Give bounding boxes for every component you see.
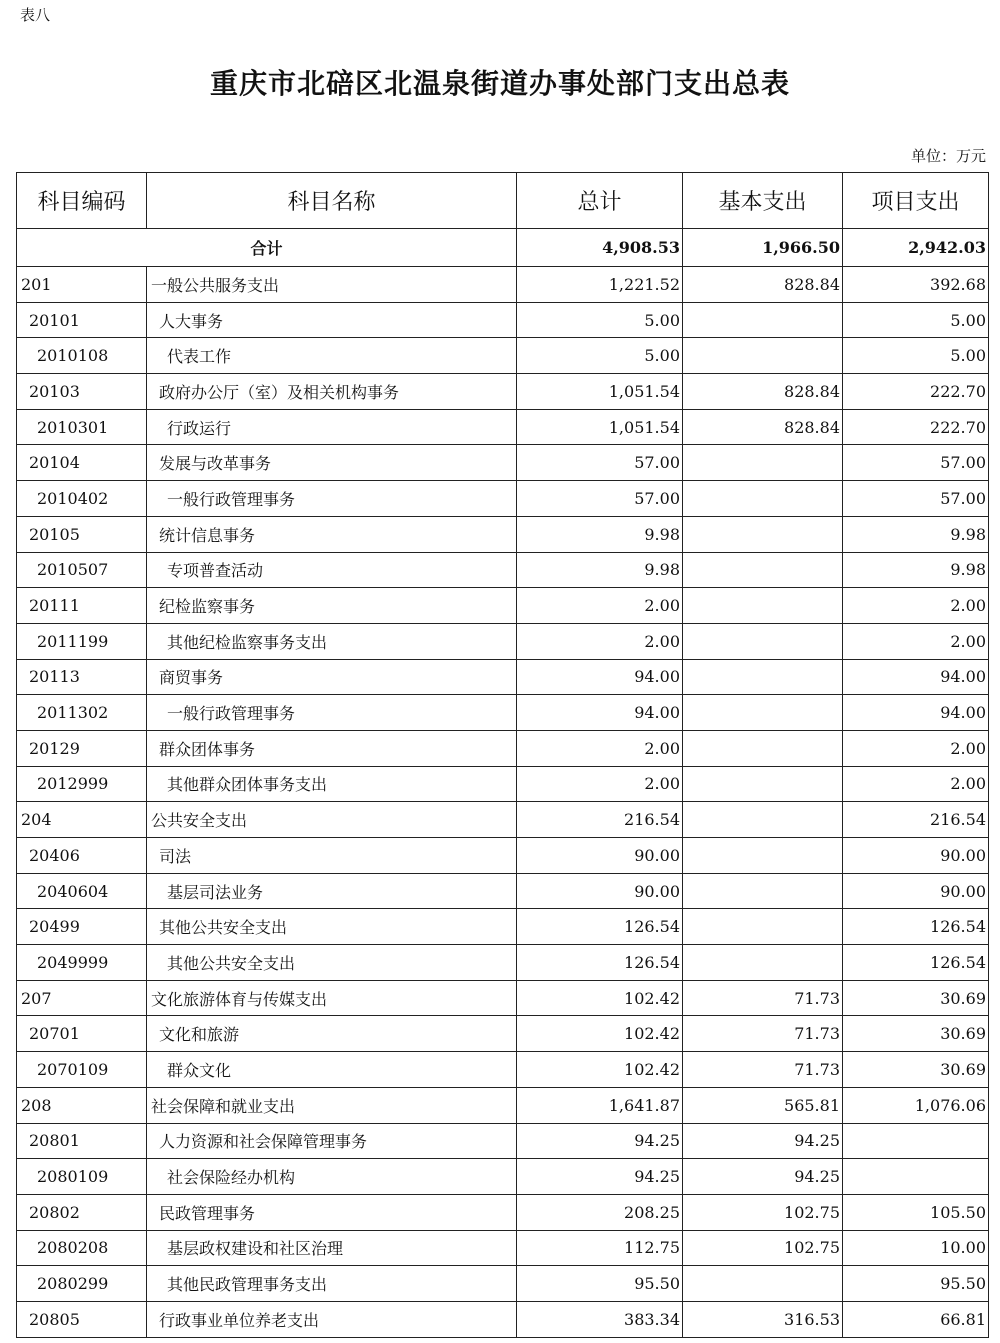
row-name: 民政管理事务 [147, 1194, 517, 1230]
table-row [17, 1087, 989, 1123]
row-project: 216.54 [843, 802, 989, 838]
row-basic [683, 766, 843, 802]
row-project: 222.70 [843, 409, 989, 445]
row-name: 基层政权建设和社区治理 [147, 1230, 517, 1266]
table-row [17, 1301, 989, 1337]
table-row [17, 1230, 989, 1266]
row-total: 1,221.52 [517, 267, 683, 303]
row-code: 204 [17, 802, 147, 838]
row-project: 9.98 [843, 552, 989, 588]
table-row [17, 1159, 989, 1195]
row-basic [683, 338, 843, 374]
header-row [17, 173, 989, 229]
row-code: 2070109 [17, 1052, 147, 1088]
row-total: 112.75 [517, 1230, 683, 1266]
row-project: 2.00 [843, 766, 989, 802]
row-name: 群众文化 [147, 1052, 517, 1088]
row-project: 30.69 [843, 1052, 989, 1088]
row-name: 司法 [147, 838, 517, 874]
row-code: 2011199 [17, 623, 147, 659]
header-total: 总计 [517, 173, 683, 229]
row-code: 2010402 [17, 481, 147, 517]
row-total: 126.54 [517, 945, 683, 981]
row-basic: 71.73 [683, 1052, 843, 1088]
row-name: 行政运行 [147, 409, 517, 445]
table-row [17, 409, 989, 445]
row-code: 2080299 [17, 1266, 147, 1302]
row-basic: 71.73 [683, 980, 843, 1016]
row-code: 20129 [17, 730, 147, 766]
summary-total: 4,908.53 [517, 229, 683, 267]
row-total: 5.00 [517, 338, 683, 374]
row-project: 2.00 [843, 730, 989, 766]
table-row [17, 267, 989, 303]
table-row [17, 766, 989, 802]
row-code: 20103 [17, 374, 147, 410]
row-total: 2.00 [517, 766, 683, 802]
row-code: 2010301 [17, 409, 147, 445]
table-row [17, 588, 989, 624]
page-title: 重庆市北碚区北温泉街道办事处部门支出总表 [209, 67, 790, 100]
header-project: 项目支出 [843, 173, 989, 229]
table-row [17, 802, 989, 838]
row-project: 30.69 [843, 980, 989, 1016]
table-row [17, 1123, 989, 1159]
row-basic [683, 552, 843, 588]
row-project: 66.81 [843, 1301, 989, 1337]
row-code: 2040604 [17, 873, 147, 909]
row-name: 人力资源和社会保障管理事务 [147, 1123, 517, 1159]
row-name: 统计信息事务 [147, 516, 517, 552]
row-basic [683, 623, 843, 659]
row-basic: 71.73 [683, 1016, 843, 1052]
table-number-label: 表八 [20, 6, 51, 24]
row-name: 公共安全支出 [147, 802, 517, 838]
row-total: 94.25 [517, 1159, 683, 1195]
table-row [17, 730, 989, 766]
row-total: 94.00 [517, 659, 683, 695]
row-basic: 102.75 [683, 1194, 843, 1230]
row-project: 5.00 [843, 338, 989, 374]
row-code: 2080208 [17, 1230, 147, 1266]
row-name: 纪检监察事务 [147, 588, 517, 624]
row-name: 基层司法业务 [147, 873, 517, 909]
table-row [17, 980, 989, 1016]
row-code: 2049999 [17, 945, 147, 981]
row-total: 102.42 [517, 1016, 683, 1052]
table-row [17, 338, 989, 374]
row-basic [683, 873, 843, 909]
row-total: 95.50 [517, 1266, 683, 1302]
row-total: 2.00 [517, 623, 683, 659]
row-name: 社会保险经办机构 [147, 1159, 517, 1195]
row-code: 201 [17, 267, 147, 303]
row-name: 专项普查活动 [147, 552, 517, 588]
row-project: 222.70 [843, 374, 989, 410]
row-project: 5.00 [843, 302, 989, 338]
table-row [17, 1016, 989, 1052]
header-basic: 基本支出 [683, 173, 843, 229]
row-code: 20499 [17, 909, 147, 945]
row-code: 20113 [17, 659, 147, 695]
row-code: 20111 [17, 588, 147, 624]
row-code: 208 [17, 1087, 147, 1123]
header-code: 科目编码 [17, 173, 147, 229]
table-body [17, 229, 989, 1338]
row-code: 2010108 [17, 338, 147, 374]
row-basic [683, 909, 843, 945]
header-name: 科目名称 [147, 173, 517, 229]
row-name: 文化和旅游 [147, 1016, 517, 1052]
row-basic [683, 695, 843, 731]
table-row [17, 873, 989, 909]
row-total: 90.00 [517, 873, 683, 909]
row-name: 商贸事务 [147, 659, 517, 695]
table-row [17, 1266, 989, 1302]
row-total: 9.98 [517, 516, 683, 552]
table-row [17, 623, 989, 659]
row-total: 9.98 [517, 552, 683, 588]
expenditure-table [16, 172, 989, 1338]
row-name: 其他群众团体事务支出 [147, 766, 517, 802]
row-project: 392.68 [843, 267, 989, 303]
row-code: 207 [17, 980, 147, 1016]
row-code: 20101 [17, 302, 147, 338]
row-total: 1,051.54 [517, 374, 683, 410]
row-basic: 565.81 [683, 1087, 843, 1123]
row-code: 20105 [17, 516, 147, 552]
row-name: 其他民政管理事务支出 [147, 1266, 517, 1302]
row-project: 94.00 [843, 695, 989, 731]
row-total: 102.42 [517, 1052, 683, 1088]
row-total: 57.00 [517, 445, 683, 481]
row-project: 2.00 [843, 623, 989, 659]
row-basic: 94.25 [683, 1159, 843, 1195]
row-project: 105.50 [843, 1194, 989, 1230]
row-name: 群众团体事务 [147, 730, 517, 766]
row-basic [683, 445, 843, 481]
table-row [17, 302, 989, 338]
row-basic [683, 302, 843, 338]
row-total: 5.00 [517, 302, 683, 338]
summary-row [17, 229, 989, 267]
row-basic: 316.53 [683, 1301, 843, 1337]
row-project: 10.00 [843, 1230, 989, 1266]
row-code: 20802 [17, 1194, 147, 1230]
row-project: 126.54 [843, 909, 989, 945]
row-project: 90.00 [843, 873, 989, 909]
row-code: 2012999 [17, 766, 147, 802]
row-name: 人大事务 [147, 302, 517, 338]
row-code: 2011302 [17, 695, 147, 731]
row-total: 2.00 [517, 730, 683, 766]
row-project: 95.50 [843, 1266, 989, 1302]
row-project: 30.69 [843, 1016, 989, 1052]
row-project: 126.54 [843, 945, 989, 981]
row-project [843, 1123, 989, 1159]
table-row [17, 695, 989, 731]
table-row [17, 481, 989, 517]
row-basic: 94.25 [683, 1123, 843, 1159]
row-total: 2.00 [517, 588, 683, 624]
row-name: 一般公共服务支出 [147, 267, 517, 303]
row-code: 20406 [17, 838, 147, 874]
row-basic: 102.75 [683, 1230, 843, 1266]
table-row [17, 374, 989, 410]
table-row [17, 445, 989, 481]
row-total: 57.00 [517, 481, 683, 517]
table-row [17, 516, 989, 552]
row-project: 57.00 [843, 445, 989, 481]
row-code: 2080109 [17, 1159, 147, 1195]
row-total: 216.54 [517, 802, 683, 838]
table-row [17, 1194, 989, 1230]
row-total: 90.00 [517, 838, 683, 874]
row-basic: 828.84 [683, 267, 843, 303]
row-basic [683, 1266, 843, 1302]
row-total: 383.34 [517, 1301, 683, 1337]
row-basic [683, 659, 843, 695]
row-basic [683, 945, 843, 981]
table-row [17, 945, 989, 981]
row-total: 1,051.54 [517, 409, 683, 445]
row-basic [683, 588, 843, 624]
row-total: 94.00 [517, 695, 683, 731]
row-name: 文化旅游体育与传媒支出 [147, 980, 517, 1016]
row-basic [683, 730, 843, 766]
unit-label: 单位：万元 [910, 147, 986, 165]
summary-label: 合计 [17, 229, 517, 267]
row-project: 57.00 [843, 481, 989, 517]
table-row [17, 659, 989, 695]
row-total: 126.54 [517, 909, 683, 945]
row-total: 208.25 [517, 1194, 683, 1230]
row-basic [683, 838, 843, 874]
row-project: 94.00 [843, 659, 989, 695]
row-basic: 828.84 [683, 409, 843, 445]
row-total: 94.25 [517, 1123, 683, 1159]
table-row [17, 552, 989, 588]
row-code: 20801 [17, 1123, 147, 1159]
row-project: 90.00 [843, 838, 989, 874]
row-name: 其他纪检监察事务支出 [147, 623, 517, 659]
row-basic: 828.84 [683, 374, 843, 410]
row-total: 102.42 [517, 980, 683, 1016]
row-code: 20104 [17, 445, 147, 481]
row-name: 其他公共安全支出 [147, 909, 517, 945]
summary-project: 2,942.03 [843, 229, 989, 267]
row-name: 发展与改革事务 [147, 445, 517, 481]
row-project: 2.00 [843, 588, 989, 624]
row-code: 20805 [17, 1301, 147, 1337]
summary-basic: 1,966.50 [683, 229, 843, 267]
row-project: 1,076.06 [843, 1087, 989, 1123]
row-basic [683, 802, 843, 838]
row-basic [683, 516, 843, 552]
row-name: 一般行政管理事务 [147, 695, 517, 731]
row-name: 政府办公厅（室）及相关机构事务 [147, 374, 517, 410]
table-row [17, 1052, 989, 1088]
row-basic [683, 481, 843, 517]
row-total: 1,641.87 [517, 1087, 683, 1123]
row-name: 其他公共安全支出 [147, 945, 517, 981]
row-project: 9.98 [843, 516, 989, 552]
table-row [17, 909, 989, 945]
row-name: 行政事业单位养老支出 [147, 1301, 517, 1337]
table-row [17, 838, 989, 874]
row-name: 一般行政管理事务 [147, 481, 517, 517]
row-code: 20701 [17, 1016, 147, 1052]
row-name: 代表工作 [147, 338, 517, 374]
row-project [843, 1159, 989, 1195]
row-name: 社会保障和就业支出 [147, 1087, 517, 1123]
row-code: 2010507 [17, 552, 147, 588]
